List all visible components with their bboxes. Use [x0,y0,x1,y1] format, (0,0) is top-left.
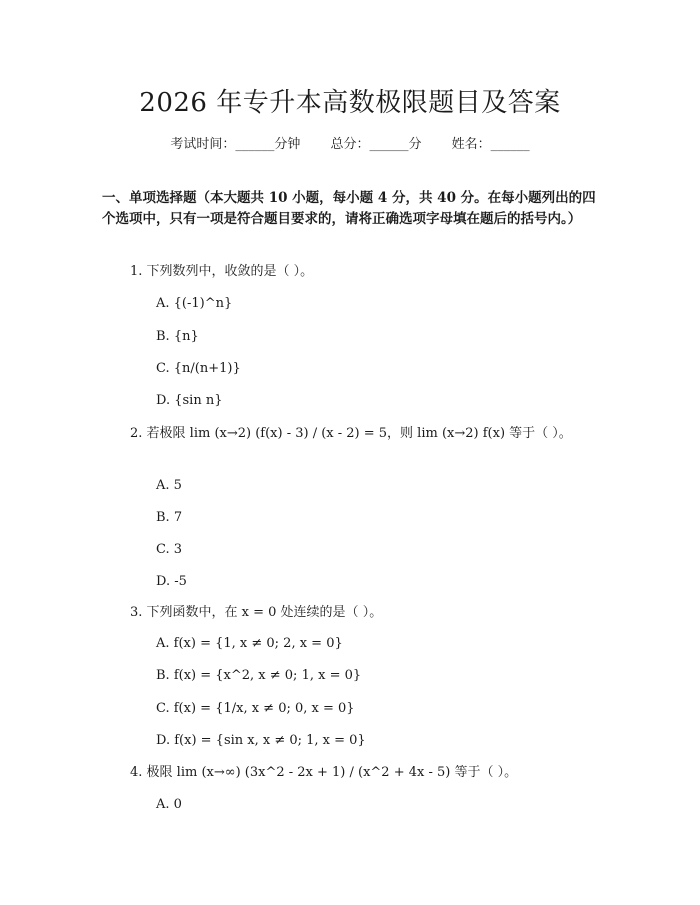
question-1-option-b: B. {n} [156,329,199,344]
question-2-option-a: A. 5 [156,478,182,493]
exam-info-line [0,133,700,152]
question-1-option-a: A. {(-1)^n} [156,296,233,311]
question-3-option-c: C. f(x) = {1/x, x ≠ 0; 0, x = 0} [156,701,355,716]
question-2-option-d: D. -5 [156,574,187,589]
question-3-option-a: A. f(x) = {1, x ≠ 0; 2, x = 0} [156,636,343,651]
question-4-stem: 4. 极限 lim (x→∞) (3x^2 - 2x + 1) / (x^2 + 4x - 5) 等于（ ）。 [130,765,518,780]
question-3-option-b: B. f(x) = {x^2, x ≠ 0; 1, x = 0} [156,668,362,683]
exam-time-field: 考试时间：______分钟 [170,137,301,152]
section-heading: 一、单项选择题（本大题共 10 小题，每小题 4 分，共 40 分。在每小题列出的四个选项中，只有一项是符合题目要求的，请将正确选项字母填在题后的括号内。） [102,190,596,227]
total-score-field: 总分：______分 [330,137,422,152]
question-3-option-d: D. f(x) = {sin x, x ≠ 0; 1, x = 0} [156,733,366,748]
page-title: 2026 年专升本高数极限题目及答案 [139,88,561,118]
question-3-stem: 3. 下列函数中，在 x = 0 处连续的是（ ）。 [130,605,383,620]
question-1-stem: 1. 下列数列中，收敛的是（ ）。 [130,264,314,279]
name-field: 姓名：______ [451,137,530,152]
question-2-option-b: B. 7 [156,510,183,525]
question-1-option-c: C. {n/(n+1)} [156,361,241,376]
question-2-stem: 2. 若极限 lim (x→2) (f(x) - 3) / (x - 2) = 5，则 lim (x→2) f(x) 等于（ ）。 [130,426,572,441]
question-2-option-c: C. 3 [156,542,183,557]
question-1-option-d: D. {sin n} [156,393,223,408]
question-4-option-a: A. 0 [156,797,182,812]
